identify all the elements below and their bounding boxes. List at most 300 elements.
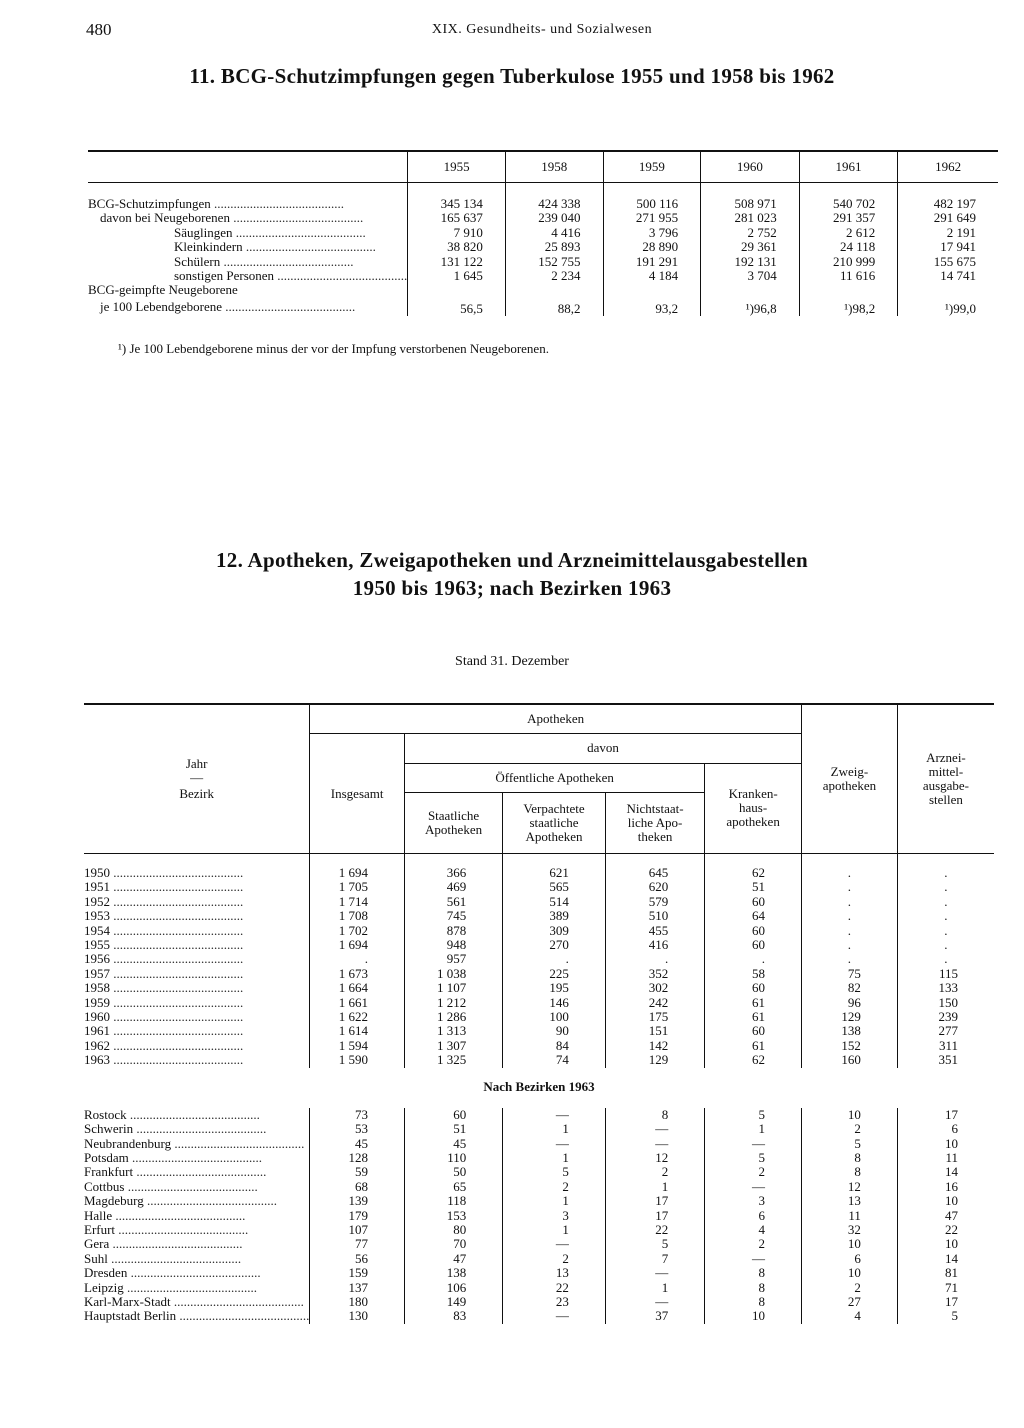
cell-value: .: [897, 909, 994, 923]
cell-value: 51: [404, 1122, 502, 1136]
cell-value: 180: [310, 1295, 405, 1309]
cell-value: 5: [705, 1151, 802, 1165]
table-row: 1956 ........................................ . 957 . . . . .: [84, 952, 994, 966]
row-label: Schülern: [174, 254, 221, 269]
stub-header: [84, 704, 310, 853]
row-label: Hauptstadt Berlin: [84, 1309, 177, 1324]
cell-value: 5: [705, 1108, 802, 1122]
cell-value: ¹)99,0: [898, 298, 998, 316]
row-label: 1956: [84, 952, 110, 967]
cell-value: 12: [801, 1180, 897, 1194]
header-staatliche: Staatliche Apotheken: [404, 793, 502, 854]
cell-value: 8: [801, 1151, 897, 1165]
cell-value: —: [503, 1237, 606, 1251]
cell-value: 28 890: [603, 240, 701, 254]
cell-value: 514: [503, 895, 606, 909]
cell-value: 53: [310, 1122, 405, 1136]
cell-value: 1: [705, 1122, 802, 1136]
cell-value: 500 116: [603, 197, 701, 211]
table-row: je 100 Lebendgeborene ........................................ 56,5 88,2 93,2 ¹)96,8 ¹)98,2 ¹)99,0: [88, 298, 998, 316]
cell-value: 70: [404, 1237, 502, 1251]
table2-title-line2: 1950 bis 1963; nach Bezirken 1963: [352, 576, 672, 600]
cell-value: 77: [310, 1237, 405, 1251]
cell-value: 115: [897, 967, 994, 981]
cell-value: 645: [605, 866, 704, 880]
cell-value: 1 645: [408, 269, 506, 283]
apotheken-table: [84, 703, 994, 1324]
cell-value: 151: [605, 1024, 704, 1038]
cell-value: 1 212: [404, 996, 502, 1010]
cell-value: 352: [605, 967, 704, 981]
cell-value: 10: [801, 1266, 897, 1280]
cell-value: 1 286: [404, 1010, 502, 1024]
table-row: 1954 ........................................ 1 702 878 309 455 60 . .: [84, 924, 994, 938]
table-row: 1960 ........................................ 1 622 1 286 100 175 61 129 239: [84, 1010, 994, 1024]
row-label: Gera: [84, 1237, 110, 1252]
table1-year-header: 1960: [701, 151, 800, 183]
cell-value: 351: [897, 1053, 994, 1067]
stub-header-bezirk: Bezirk: [179, 786, 214, 801]
cell-value: 2 752: [701, 226, 800, 240]
cell-value: 58: [705, 967, 802, 981]
row-label: Rostock: [84, 1107, 127, 1122]
cell-value: 65: [404, 1180, 502, 1194]
cell-value: 146: [503, 996, 606, 1010]
table-row: Schwerin ........................................ 53 51 1 — 1 2 6: [84, 1122, 994, 1136]
cell-value: 565: [503, 880, 606, 894]
table-row: Säuglingen ........................................ 7 910 4 416 3 796 2 752 2 612 2 191: [88, 226, 998, 240]
table1-stub-header: [88, 151, 408, 183]
row-label: 1960: [84, 1010, 110, 1025]
cell-value: 25 893: [505, 240, 603, 254]
cell-value: 1 038: [404, 967, 502, 981]
cell-value: 81: [897, 1266, 994, 1280]
table-row: Rostock ........................................ 73 60 — 8 5 10 17: [84, 1108, 994, 1122]
cell-value: 10: [705, 1309, 802, 1323]
cell-value: 61: [705, 1039, 802, 1053]
cell-value: 2: [705, 1237, 802, 1251]
cell-value: 149: [404, 1295, 502, 1309]
cell-value: .: [801, 938, 897, 952]
cell-value: .: [310, 952, 405, 966]
cell-value: 948: [404, 938, 502, 952]
table1-year-header: 1955: [408, 151, 506, 183]
row-label: 1959: [84, 995, 110, 1010]
cell-value: 1 694: [310, 938, 405, 952]
cell-value: .: [897, 938, 994, 952]
cell-value: 17: [605, 1194, 704, 1208]
table-row: Suhl ........................................ 56 47 2 7 — 6 14: [84, 1252, 994, 1266]
cell-value: 1: [503, 1122, 606, 1136]
cell-value: 11 616: [799, 269, 898, 283]
cell-value: 61: [705, 1010, 802, 1024]
table-row: Magdeburg ........................................ 139 118 1 17 3 13 10: [84, 1194, 994, 1208]
cell-value: 1 594: [310, 1039, 405, 1053]
bcg-table: [88, 150, 998, 316]
cell-value: 239: [897, 1010, 994, 1024]
cell-value: 175: [605, 1010, 704, 1024]
cell-value: 75: [801, 967, 897, 981]
cell-value: 88,2: [505, 298, 603, 316]
cell-value: 138: [801, 1024, 897, 1038]
cell-value: 1: [503, 1151, 606, 1165]
cell-value: .: [897, 952, 994, 966]
table-row: Potsdam ........................................ 128 110 1 12 5 8 11: [84, 1151, 994, 1165]
table-row: Frankfurt ........................................ 59 50 5 2 2 8 14: [84, 1165, 994, 1179]
cell-value: 389: [503, 909, 606, 923]
row-label: je 100 Lebendgeborene: [100, 298, 223, 314]
cell-value: .: [897, 895, 994, 909]
cell-value: .: [801, 866, 897, 880]
row-label: davon bei Neugeborenen: [100, 211, 230, 226]
cell-value: 128: [310, 1151, 405, 1165]
cell-value: 270: [503, 938, 606, 952]
cell-value: 1: [605, 1281, 704, 1295]
cell-value: 17 941: [898, 240, 998, 254]
cell-value: 84: [503, 1039, 606, 1053]
cell-value: 1 661: [310, 996, 405, 1010]
table-row: 1957 ........................................ 1 673 1 038 225 352 58 75 115: [84, 967, 994, 981]
cell-value: 80: [404, 1223, 502, 1237]
row-label: sonstigen Personen: [174, 269, 275, 284]
header-insgesamt: Insgesamt: [310, 734, 405, 854]
cell-value: 311: [897, 1039, 994, 1053]
cell-value: .: [801, 880, 897, 894]
cell-value: 179: [310, 1209, 405, 1223]
row-label: Säuglingen: [174, 225, 233, 240]
cell-value: 366: [404, 866, 502, 880]
cell-value: 191 291: [603, 255, 701, 269]
cell-value: 4 184: [603, 269, 701, 283]
cell-value: 24 118: [799, 240, 898, 254]
cell-value: 22: [605, 1223, 704, 1237]
row-label: Dresden: [84, 1266, 128, 1281]
cell-value: 1: [503, 1223, 606, 1237]
cell-value: 130: [310, 1309, 405, 1323]
cell-value: 2 612: [799, 226, 898, 240]
row-label: 1961: [84, 1024, 110, 1039]
cell-value: .: [705, 952, 802, 966]
table-row: 1951 ........................................ 1 705 469 565 620 51 . .: [84, 880, 994, 894]
cell-value: 579: [605, 895, 704, 909]
cell-value: 621: [503, 866, 606, 880]
row-label: 1954: [84, 923, 110, 938]
cell-value: 3 704: [701, 269, 800, 283]
table-row: 1958 ........................................ 1 664 1 107 195 302 60 82 133: [84, 981, 994, 995]
cell-value: 416: [605, 938, 704, 952]
cell-value: 155 675: [898, 255, 998, 269]
cell-value: 540 702: [799, 197, 898, 211]
cell-value: 60: [705, 981, 802, 995]
cell-value: 133: [897, 981, 994, 995]
header-nichtstaatliche: Nichtstaat-liche Apo-theken: [605, 793, 704, 854]
cell-value: 281 023: [701, 211, 800, 225]
cell-value: 139: [310, 1194, 405, 1208]
header-arznei: Arznei-mittel-ausgabe-stellen: [897, 704, 994, 853]
table-row: Cottbus ........................................ 68 65 2 1 — 12 16: [84, 1180, 994, 1194]
cell-value: 107: [310, 1223, 405, 1237]
cell-value: ¹)98,2: [799, 298, 898, 316]
row-label: 1963: [84, 1053, 110, 1068]
table-row: Erfurt ........................................ 107 80 1 22 4 32 22: [84, 1223, 994, 1237]
cell-value: 129: [605, 1053, 704, 1067]
cell-value: 745: [404, 909, 502, 923]
cell-value: 5: [605, 1237, 704, 1251]
cell-value: [898, 283, 998, 297]
cell-value: 7 910: [408, 226, 506, 240]
cell-value: 1: [605, 1180, 704, 1194]
table1-year-header: 1959: [603, 151, 701, 183]
table-row: Halle ........................................ 179 153 3 17 6 11 47: [84, 1209, 994, 1223]
cell-value: 13: [503, 1266, 606, 1280]
row-label: Halle: [84, 1208, 113, 1223]
row-label: 1962: [84, 1038, 110, 1053]
cell-value: 4 416: [505, 226, 603, 240]
cell-value: 17: [897, 1295, 994, 1309]
cell-value: 10: [897, 1194, 994, 1208]
cell-value: 4: [705, 1223, 802, 1237]
cell-value: 6: [801, 1252, 897, 1266]
cell-value: 131 122: [408, 255, 506, 269]
running-head: XIX. Gesundheits- und Sozialwesen: [431, 22, 653, 37]
cell-value: 1 590: [310, 1053, 405, 1067]
cell-value: 47: [404, 1252, 502, 1266]
cell-value: —: [503, 1137, 606, 1151]
cell-value: 6: [705, 1209, 802, 1223]
cell-value: 32: [801, 1223, 897, 1237]
row-label: Leipzig: [84, 1280, 124, 1295]
cell-value: 291 357: [799, 211, 898, 225]
cell-value: —: [605, 1295, 704, 1309]
table-row: Leipzig ........................................ 137 106 22 1 8 2 71: [84, 1281, 994, 1295]
cell-value: 29 361: [701, 240, 800, 254]
cell-value: 73: [310, 1108, 405, 1122]
cell-value: 110: [404, 1151, 502, 1165]
cell-value: 2 191: [898, 226, 998, 240]
cell-value: 1 664: [310, 981, 405, 995]
table-row: Hauptstadt Berlin ........................................ 130 83 — 37 10 4 5: [84, 1309, 994, 1323]
row-label: Magdeburg: [84, 1194, 144, 1209]
row-label: Neubrandenburg: [84, 1136, 172, 1151]
cell-value: 96: [801, 996, 897, 1010]
cell-value: [603, 283, 701, 297]
cell-value: 27: [801, 1295, 897, 1309]
cell-value: 11: [897, 1151, 994, 1165]
cell-value: 68: [310, 1180, 405, 1194]
cell-value: 93,2: [603, 298, 701, 316]
row-label: 1955: [84, 938, 110, 953]
cell-value: 271 955: [603, 211, 701, 225]
cell-value: 90: [503, 1024, 606, 1038]
cell-value: 22: [503, 1281, 606, 1295]
table1-title: 11. BCG-Schutzimpfungen gegen Tuberkulose 1955 und 1958 bis 1962: [189, 64, 835, 88]
cell-value: —: [605, 1122, 704, 1136]
cell-value: 23: [503, 1295, 606, 1309]
cell-value: 13: [801, 1194, 897, 1208]
cell-value: 10: [801, 1237, 897, 1251]
cell-value: .: [897, 866, 994, 880]
row-label: 1957: [84, 966, 110, 981]
cell-value: 12: [605, 1151, 704, 1165]
cell-value: 277: [897, 1024, 994, 1038]
cell-value: 1 694: [310, 866, 405, 880]
cell-value: 302: [605, 981, 704, 995]
cell-value: .: [801, 895, 897, 909]
cell-value: 64: [705, 909, 802, 923]
cell-value: [505, 283, 603, 297]
cell-value: 482 197: [898, 197, 998, 211]
cell-value: 165 637: [408, 211, 506, 225]
cell-value: 8: [705, 1295, 802, 1309]
cell-value: 45: [310, 1137, 405, 1151]
cell-value: .: [605, 952, 704, 966]
cell-value: 1 708: [310, 909, 405, 923]
cell-value: 3: [705, 1194, 802, 1208]
cell-value: 291 649: [898, 211, 998, 225]
table-row: Gera ........................................ 77 70 — 5 2 10 10: [84, 1237, 994, 1251]
cell-value: 16: [897, 1180, 994, 1194]
cell-value: 510: [605, 909, 704, 923]
cell-value: 620: [605, 880, 704, 894]
cell-value: 142: [605, 1039, 704, 1053]
table-row: Karl-Marx-Stadt ........................................ 180 149 23 — 8 27 17: [84, 1295, 994, 1309]
cell-value: 8: [705, 1281, 802, 1295]
cell-value: .: [801, 924, 897, 938]
table1-year-header: 1961: [799, 151, 898, 183]
cell-value: —: [705, 1137, 802, 1151]
cell-value: 3 796: [603, 226, 701, 240]
row-label: 1951: [84, 880, 110, 895]
cell-value: ¹)96,8: [701, 298, 800, 316]
row-label: BCG-geimpfte Neugeborene: [88, 283, 238, 298]
cell-value: 152: [801, 1039, 897, 1053]
cell-value: 2: [503, 1180, 606, 1194]
table-row: BCG-Schutzimpfungen ........................................ 345 134 424 338 500 116 508 971 540 702 482 197: [88, 197, 998, 211]
row-label: Suhl: [84, 1251, 108, 1266]
cell-value: 60: [705, 1024, 802, 1038]
cell-value: 2: [801, 1122, 897, 1136]
table-row: 1963 ........................................ 1 590 1 325 74 129 62 160 351: [84, 1053, 994, 1067]
cell-value: 2: [503, 1252, 606, 1266]
row-label: 1953: [84, 909, 110, 924]
cell-value: 5: [801, 1137, 897, 1151]
table-row: 1955 ........................................ 1 694 948 270 416 60 . .: [84, 938, 994, 952]
cell-value: 56: [310, 1252, 405, 1266]
cell-value: 1 714: [310, 895, 405, 909]
table-row: sonstigen Personen ........................................ 1 645 2 234 4 184 3 704 11 616 14 741: [88, 269, 998, 283]
cell-value: .: [897, 880, 994, 894]
cell-value: 455: [605, 924, 704, 938]
table-row: [88, 283, 998, 297]
cell-value: 1 307: [404, 1039, 502, 1053]
cell-value: 7: [605, 1252, 704, 1266]
cell-value: 60: [705, 938, 802, 952]
cell-value: 10: [897, 1137, 994, 1151]
page-number: 480: [86, 20, 112, 39]
cell-value: 878: [404, 924, 502, 938]
cell-value: 51: [705, 880, 802, 894]
cell-value: 5: [503, 1165, 606, 1179]
cell-value: .: [801, 909, 897, 923]
row-label: Frankfurt: [84, 1165, 134, 1180]
header-davon: davon: [404, 734, 801, 764]
table-row: 1953 ........................................ 1 708 745 389 510 64 . .: [84, 909, 994, 923]
cell-value: 83: [404, 1309, 502, 1323]
row-label: Karl-Marx-Stadt: [84, 1294, 171, 1309]
table-row: Neubrandenburg ........................................ 45 45 — — — 5 10: [84, 1137, 994, 1151]
cell-value: 137: [310, 1281, 405, 1295]
table1-year-header: 1962: [898, 151, 998, 183]
cell-value: —: [503, 1309, 606, 1323]
cell-value: 59: [310, 1165, 405, 1179]
cell-value: 11: [801, 1209, 897, 1223]
cell-value: 469: [404, 880, 502, 894]
table-row: Kleinkindern ........................................ 38 820 25 893 28 890 29 361 24 118 17 941: [88, 240, 998, 254]
cell-value: 309: [503, 924, 606, 938]
cell-value: 60: [705, 895, 802, 909]
cell-value: 62: [705, 866, 802, 880]
cell-value: .: [897, 924, 994, 938]
row-label: Cottbus: [84, 1179, 125, 1194]
cell-value: 424 338: [505, 197, 603, 211]
section-nach-bezirken: Nach Bezirken 1963: [483, 1079, 595, 1095]
cell-value: 210 999: [799, 255, 898, 269]
stub-header-jahr: Jahr: [185, 756, 208, 771]
cell-value: 14: [897, 1252, 994, 1266]
cell-value: —: [705, 1252, 802, 1266]
cell-value: 61: [705, 996, 802, 1010]
cell-value: 100: [503, 1010, 606, 1024]
table1-year-header: 1958: [505, 151, 603, 183]
cell-value: 1 702: [310, 924, 405, 938]
cell-value: 10: [897, 1237, 994, 1251]
cell-value: 1 325: [404, 1053, 502, 1067]
stub-header-dash: —: [190, 770, 204, 785]
table2-subtitle: Stand 31. Dezember: [455, 654, 569, 669]
header-verpachtete: Verpachtete staatliche Apotheken: [503, 793, 606, 854]
cell-value: 62: [705, 1053, 802, 1067]
table1-footnote: ¹) Je 100 Lebendgeborene minus der vor der Impfung verstorbenen Neugeborenen.: [118, 341, 549, 356]
row-label: BCG-Schutzimpfungen: [88, 197, 211, 211]
cell-value: 10: [801, 1108, 897, 1122]
cell-value: 56,5: [408, 298, 506, 316]
cell-value: 71: [897, 1281, 994, 1295]
cell-value: 8: [605, 1108, 704, 1122]
table-row: 1961 ........................................ 1 614 1 313 90 151 60 138 277: [84, 1024, 994, 1038]
header-oeffentliche: Öffentliche Apotheken: [404, 763, 704, 793]
cell-value: 60: [705, 924, 802, 938]
row-label: Kleinkindern: [174, 240, 243, 255]
cell-value: 239 040: [505, 211, 603, 225]
cell-value: 74: [503, 1053, 606, 1067]
cell-value: 1 107: [404, 981, 502, 995]
cell-value: .: [801, 952, 897, 966]
cell-value: 47: [897, 1209, 994, 1223]
cell-value: 1 622: [310, 1010, 405, 1024]
cell-value: 150: [897, 996, 994, 1010]
cell-value: —: [605, 1137, 704, 1151]
cell-value: 17: [605, 1209, 704, 1223]
table-row: 1950 ........................................ 1 694 366 621 645 62 . .: [84, 866, 994, 880]
cell-value: —: [605, 1266, 704, 1280]
cell-value: 14: [897, 1165, 994, 1179]
cell-value: 192 131: [701, 255, 800, 269]
row-label: 1952: [84, 894, 110, 909]
cell-value: .: [503, 952, 606, 966]
table-row: 1952 ........................................ 1 714 561 514 579 60 . .: [84, 895, 994, 909]
cell-value: 508 971: [701, 197, 800, 211]
cell-value: 195: [503, 981, 606, 995]
